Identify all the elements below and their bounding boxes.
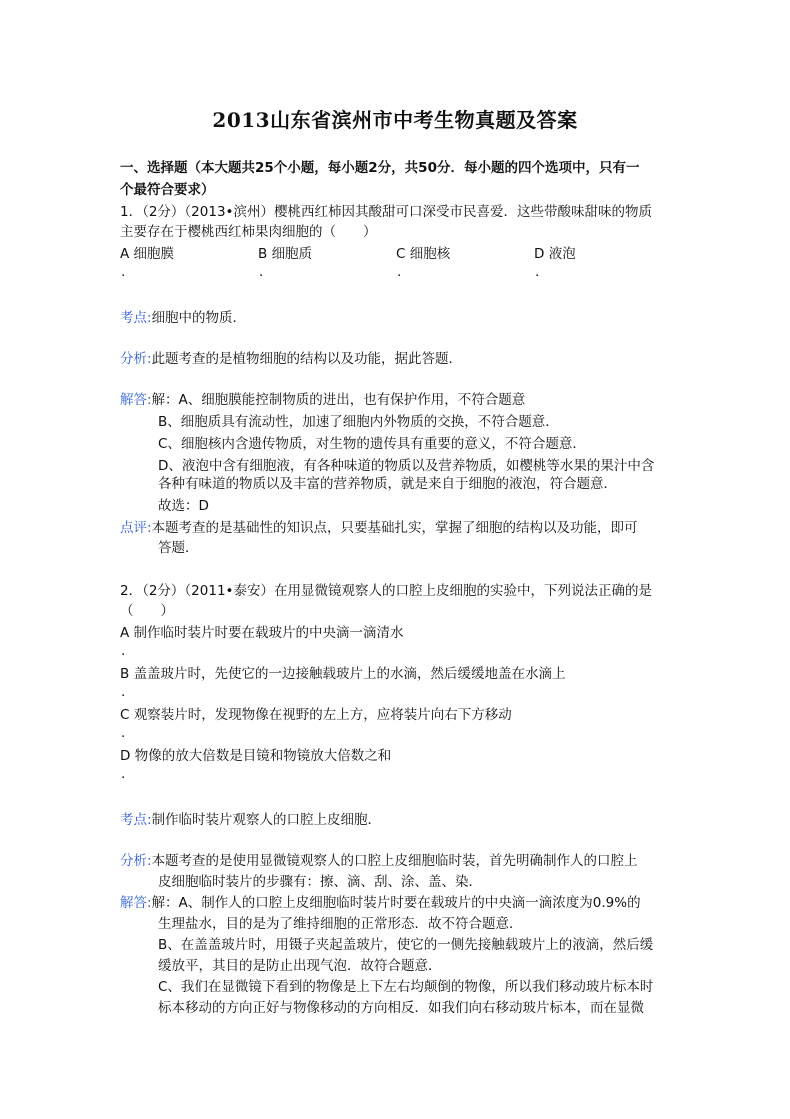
fenxi-label: 分析: xyxy=(120,853,152,869)
kaodian-label: 考点: xyxy=(120,812,152,828)
option-text: 液泡 xyxy=(548,246,576,262)
option-dot: . xyxy=(121,766,126,782)
q2-fenxi-line: 皮细胞临时装片的步骤有：擦、滴、刮、涂、盖、染． xyxy=(158,874,482,890)
q2-stem-line-2: （ ） xyxy=(120,603,174,619)
q2-jieda xyxy=(120,893,641,913)
q1-dianping-line: 答题． xyxy=(158,540,199,556)
q2-jieda-line: B、在盖盖玻片时，用镊子夹起盖玻片，使它的一侧先接触载玻片上的液滴，然后缓 xyxy=(158,937,654,953)
q1-jieda xyxy=(120,390,525,410)
option-text: 物像的放大倍数是目镜和物镜放大倍数之和 xyxy=(134,748,392,764)
q2-stem-line-1: 2．（2分）（2011•泰安）在用显微镜观察人的口腔上皮细胞的实验中，下列说法正确的是 xyxy=(120,583,652,599)
dianping-text: 本题考查的是基础性的知识点，只要基础扎实，掌握了细胞的结构以及功能，即可 xyxy=(151,520,638,536)
fenxi-text: 此题考查的是植物细胞的结构以及功能，据此答题． xyxy=(151,351,463,367)
option-letter: C xyxy=(396,246,406,262)
option-letter: C xyxy=(120,707,130,723)
q1-stem-line-2: 主要存在于樱桃西红柿果肉细胞的（ ） xyxy=(120,224,377,240)
option-letter: D xyxy=(534,246,545,262)
q2-jieda-line: C、我们在显微镜下看到的物像是上下左右均颠倒的物像，所以我们移动玻片标本时 xyxy=(158,979,654,995)
section-heading-line-1: 一、选择题（本大题共25个小题，每小题2分，共50分．每小题的四个选项中，只有一 xyxy=(120,160,640,176)
q2-option-d xyxy=(120,746,391,766)
jieda-line: 解：A、细胞膜能控制物质的进出，也有保护作用，不符合题意 xyxy=(151,392,526,408)
kaodian-text: 制作临时装片观察人的口腔上皮细胞． xyxy=(151,812,382,828)
option-letter: D xyxy=(120,748,131,764)
q1-fenxi xyxy=(120,349,462,369)
option-dot: . xyxy=(121,643,126,659)
option-text: 细胞质 xyxy=(271,246,313,262)
q1-jieda-line: 故选：D xyxy=(158,498,209,514)
q2-kaodian xyxy=(120,810,381,830)
q2-jieda-line: 生理盐水，目的是为了维持细胞的正常形态．故不符合题意． xyxy=(158,916,523,932)
option-dot: . xyxy=(121,264,126,280)
q2-jieda-line: 标本移动的方向正好与物像移动的方向相反．如我们向右移动玻片标本，而在显微 xyxy=(158,1000,644,1016)
fenxi-text: 本题考查的是使用显微镜观察人的口腔上皮细胞临时装，首先明确制作人的口腔上 xyxy=(151,853,638,869)
option-text: 观察装片时，发现物像在视野的左上方，应将装片向右下方移动 xyxy=(133,707,512,723)
page-title: 2013山东省滨州市中考生物真题及答案 xyxy=(212,108,578,132)
q1-kaodian xyxy=(120,308,246,328)
q1-jieda-line: 各种有味道的物质以及丰富的营养物质，就是来自于细胞的液泡，符合题意． xyxy=(158,476,617,492)
dianping-label: 点评: xyxy=(120,520,152,536)
option-dot: . xyxy=(121,725,126,741)
kaodian-label: 考点: xyxy=(120,310,152,326)
option-dot: . xyxy=(121,684,126,700)
option-text: 盖盖玻片时，先使它的一边接触载玻片上的水滴，然后缓缓地盖在水滴上 xyxy=(133,666,566,682)
option-text: 制作临时装片时要在载玻片的中央滴一滴清水 xyxy=(133,625,404,641)
q1-option-d xyxy=(534,244,576,264)
q1-jieda-line: C、细胞核内含遗传物质，对生物的遗传具有重要的意义，不符合题意． xyxy=(158,436,586,452)
q2-option-a xyxy=(120,623,404,643)
jieda-label: 解答: xyxy=(120,392,152,408)
q2-option-b xyxy=(120,664,566,684)
option-letter: B xyxy=(258,246,268,262)
option-letter: A xyxy=(120,246,130,262)
option-dot: . xyxy=(259,264,264,280)
q1-stem-line-1: 1．（2分）（2013•滨州）樱桃西红柿因其酸甜可口深受市民喜爱．这些带酸味甜味的物质 xyxy=(120,204,652,220)
option-dot: . xyxy=(397,264,402,280)
q1-jieda-line: B、细胞质具有流动性，加速了细胞内外物质的交换，不符合题意． xyxy=(158,414,559,430)
option-dot: . xyxy=(535,264,540,280)
q1-option-b xyxy=(258,244,312,264)
option-text: 细胞膜 xyxy=(133,246,175,262)
option-letter: B xyxy=(120,666,130,682)
fenxi-label: 分析: xyxy=(120,351,152,367)
option-text: 细胞核 xyxy=(409,246,451,262)
q1-dianping xyxy=(120,518,638,538)
q1-option-a xyxy=(120,244,174,264)
q2-fenxi xyxy=(120,851,638,871)
option-letter: A xyxy=(120,625,130,641)
q2-jieda-line: 缓放平，其目的是防止出现气泡．故符合题意． xyxy=(158,958,442,974)
jieda-label: 解答: xyxy=(120,895,152,911)
section-heading-line-2: 个最符合要求） xyxy=(120,182,215,198)
q1-option-c xyxy=(396,244,450,264)
q2-option-c xyxy=(120,705,512,725)
q1-jieda-line: D、液泡中含有细胞液，有各种味道的物质以及营养物质，如樱桃等水果的果汁中含 xyxy=(158,458,655,474)
jieda-line: 解：A、制作人的口腔上皮细胞临时装片时要在载玻片的中央滴一滴浓度为0.9%的 xyxy=(151,895,641,911)
kaodian-text: 细胞中的物质． xyxy=(151,310,247,326)
